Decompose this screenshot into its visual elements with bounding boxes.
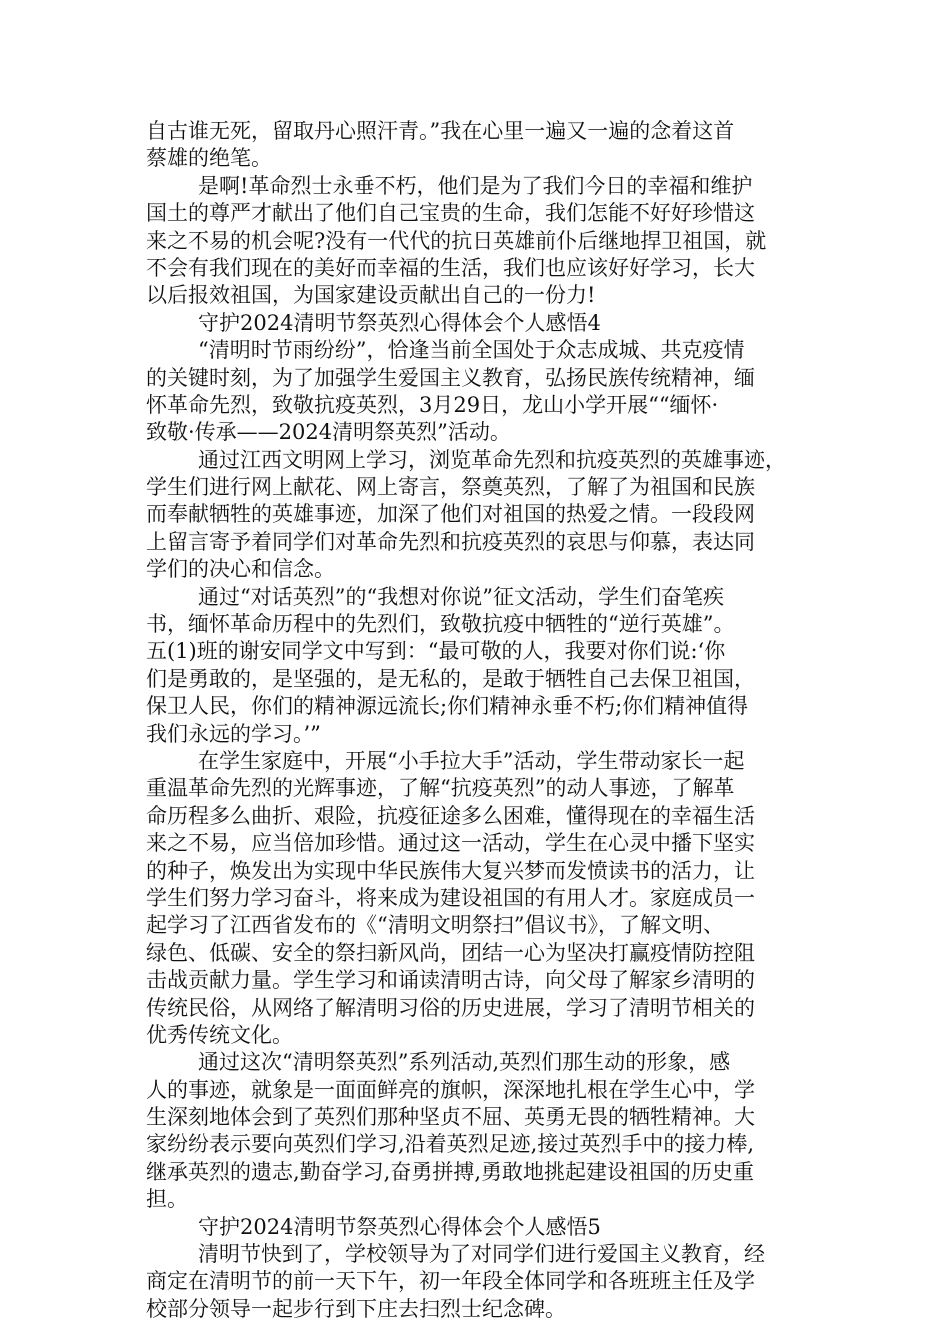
paragraph-line: 不会有我们现在的美好而幸福的生活，我们也应该好好学习，长大 — [146, 255, 755, 280]
paragraph-line: 而奉献牺牲的英雄事迹，加深了他们对祖国的热爱之情。一段段网 — [146, 502, 755, 527]
paragraph-line: 来之不易，应当倍加珍惜。通过这一活动，学生在心灵中播下坚实 — [146, 831, 755, 856]
paragraph-line: 的关键时刻，为了加强学生爱国主义教育，弘扬民族传统精神，缅 — [146, 365, 755, 390]
paragraph-line: 绿色、低碳、安全的祭扫新风尚，团结一心为坚决打赢疫情防控阻 — [146, 940, 755, 965]
paragraph-line: 清明节快到了，学校领导为了对同学们进行爱国主义教育，经 — [198, 1242, 765, 1267]
paragraph-line: 致敬·传承——2024清明祭英烈”活动。 — [146, 420, 511, 445]
paragraph — [146, 1241, 811, 1323]
paragraph — [146, 748, 811, 1049]
paragraph-line: 我们永远的学习。’” — [146, 721, 321, 746]
paragraph-line: 五(1)班的谢安同学文中写到：“最可敬的人，我要对你们说:‘你 — [146, 639, 726, 664]
heading-text: 守护2024清明节祭英烈心得体会个人感悟5 — [198, 1214, 601, 1239]
paragraph-line: 上留言寄予着同学们对革命先烈和抗疫英烈的哀思与仰慕，表达同 — [146, 529, 755, 554]
paragraph-line: 的种子，焕发出为实现中华民族伟大复兴梦而发愤读书的活力，让 — [146, 858, 755, 883]
paragraph-line: 自古谁无死，留取丹心照汗青。”我在心里一遍又一遍的念着这首 — [146, 119, 735, 143]
paragraph-line: 击战贡献力量。学生学习和诵读清明古诗，向父母了解家乡清明的 — [146, 968, 755, 993]
section-heading — [146, 310, 811, 337]
paragraph-line: 在学生家庭中，开展“小手拉大手”活动，学生带动家长一起 — [198, 748, 745, 773]
paragraph-line: 学们的决心和信念。 — [146, 557, 335, 582]
paragraph-line: 通过这次“清明祭英烈”系列活动,英烈们那生动的形象，感 — [198, 1050, 731, 1075]
paragraph-line: 来之不易的机会呢?没有一代代的抗日英雄前仆后继地捍卫祖国，就 — [146, 228, 767, 253]
section-heading — [146, 1214, 811, 1241]
paragraph-line: 们是勇敢的，是坚强的，是无私的，是敢于牺牲自己去保卫祖国， — [146, 666, 755, 691]
paragraph-line: 保卫人民，你们的精神源远流长;你们精神永垂不朽;你们精神值得 — [146, 694, 749, 719]
paragraph-line: 担。 — [146, 1187, 188, 1212]
paragraph-line: 是啊!革命烈士永垂不朽，他们是为了我们今日的幸福和维护 — [198, 173, 753, 198]
paragraph-line: 命历程多么曲折、艰险，抗疫征途多么困难，懂得现在的幸福生活 — [146, 803, 755, 828]
paragraph-line: 生深刻地体会到了英烈们那种坚贞不屈、英勇无畏的牺牲精神。大 — [146, 1105, 755, 1130]
paragraph — [146, 337, 811, 447]
paragraph-line: 继承英烈的遗志,勤奋学习,奋勇拼搏,勇敢地挑起建设祖国的历史重 — [146, 1159, 755, 1184]
paragraph-line: 传统民俗，从网络了解清明习俗的历史进展，学习了清明节相关的 — [146, 995, 755, 1020]
paragraph-line: 通过“对话英烈”的“我想对你说”征文活动，学生们奋笔疾 — [198, 584, 724, 609]
document-page — [146, 118, 811, 1323]
paragraph-line: “清明时节雨纷纷”，恰逢当前全国处于众志成城、共克疫情 — [198, 338, 745, 363]
paragraph-line: 家纷纷表示要向英烈们学习,沿着英烈足迹,接过英烈手中的接力棒, — [146, 1132, 755, 1157]
paragraph-line: 蔡雄的绝笔。 — [146, 146, 272, 171]
paragraph — [146, 1049, 811, 1213]
paragraph-line: 怀革命先烈，致敬抗疫英烈，3月29日，龙山小学开展““缅怀· — [146, 392, 719, 417]
paragraph — [146, 118, 811, 173]
paragraph — [146, 173, 811, 310]
paragraph-line: 重温革命先烈的光辉事迹，了解“抗疫英烈”的动人事迹，了解革 — [146, 776, 735, 801]
paragraph-line: 书，缅怀革命历程中的先烈们，致敬抗疫中牺牲的“逆行英雄”。 — [146, 612, 735, 637]
paragraph-line: 优秀传统文化。 — [146, 1022, 293, 1047]
paragraph-line: 学生们努力学习奋斗，将来成为建设祖国的有用人才。家庭成员一 — [146, 885, 755, 910]
paragraph-line: 通过江西文明网上学习，浏览革命先烈和抗疫英烈的英雄事迹， — [198, 447, 786, 472]
paragraph — [146, 447, 811, 584]
paragraph-line: 国土的尊严才献出了他们自己宝贵的生命，我们怎能不好好珍惜这 — [146, 201, 755, 226]
paragraph-line: 校部分领导一起步行到下庄去扫烈士纪念碑。 — [146, 1296, 566, 1321]
paragraph-line: 人的事迹，就象是一面面鲜亮的旗帜，深深地扎根在学生心中，学 — [146, 1077, 755, 1102]
paragraph-line: 起学习了江西省发布的《“清明文明祭扫”倡议书》，了解文明、 — [146, 913, 724, 938]
paragraph-line: 商定在清明节的前一天下午，初一年段全体同学和各班班主任及学 — [146, 1269, 755, 1294]
paragraph — [146, 584, 811, 748]
paragraph-line: 学生们进行网上献花、网上寄言，祭奠英烈，了解了为祖国和民族 — [146, 475, 755, 500]
heading-text: 守护2024清明节祭英烈心得体会个人感悟4 — [198, 310, 601, 335]
paragraph-line: 以后报效祖国，为国家建设贡献出自己的一份力! — [146, 283, 596, 308]
